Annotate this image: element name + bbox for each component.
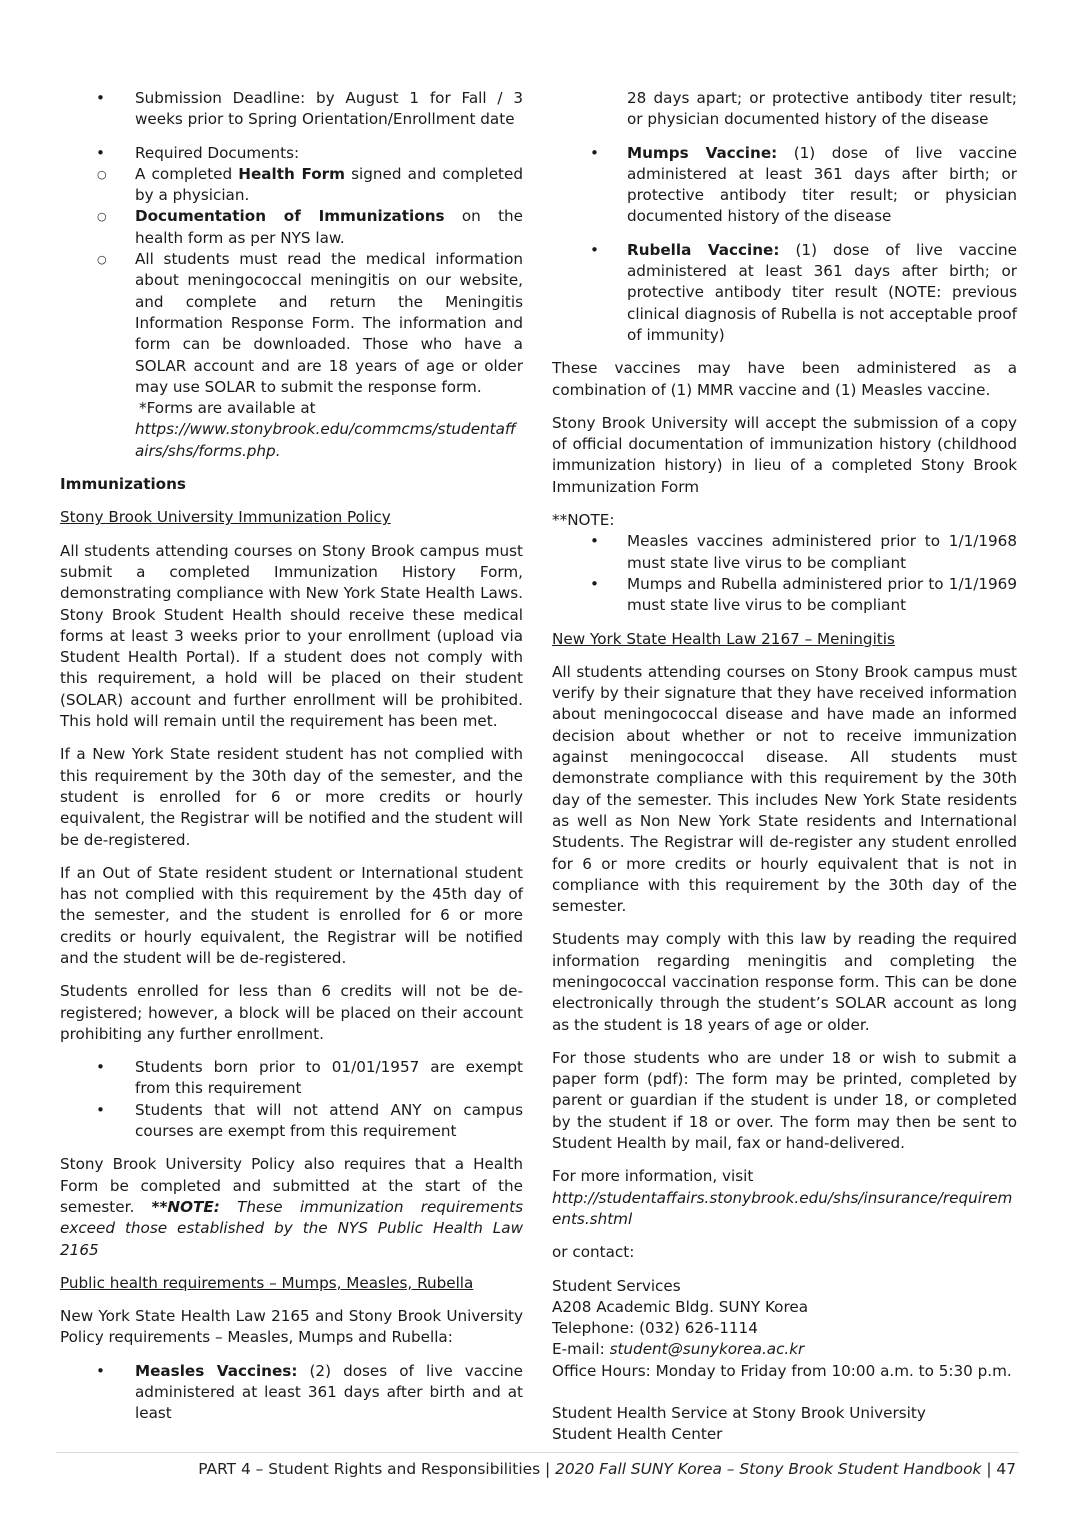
mumps-item bbox=[552, 143, 1017, 228]
measles-continued: 28 days apart; or protective antibody titer result; or physician documented history of the disease bbox=[627, 89, 1017, 129]
health-form-text-a: A completed bbox=[135, 164, 239, 183]
page-footer bbox=[198, 1460, 1016, 1478]
required-documents-label: Required Documents: bbox=[135, 143, 300, 162]
footer-page-number: | 47 bbox=[986, 1460, 1016, 1478]
footer-part: PART 4 – Student Rights and Responsibilities | bbox=[198, 1460, 551, 1478]
immunization-doc-label: Documentation of Immunizations bbox=[135, 207, 445, 226]
deadline-item: • Submission Deadline: by August 1 for Fall / 3 weeks prior to Spring Orientation/Enrollment date bbox=[60, 88, 523, 131]
footer-book-title: 2020 Fall SUNY Korea – Stony Brook Student Handbook bbox=[555, 1460, 982, 1478]
health-form-label: Health Form bbox=[238, 164, 345, 183]
policy-paragraph-5 bbox=[60, 1154, 523, 1260]
note-text: These immunization requirements exceed those established by the NYS Public Health Law 2165 bbox=[60, 1197, 523, 1259]
exempt-item-2: • Students that will not attend ANY on campus courses are exempt from this requirement bbox=[60, 1100, 523, 1143]
contact-address: A208 Academic Bldg. SUNY Korea bbox=[552, 1297, 809, 1316]
note-item-1: • Measles vaccines administered prior to 1/1/1968 must state live virus to be compliant bbox=[552, 531, 1017, 574]
policy-paragraph-5-text: Stony Brook University Policy also requires that a Health Form be completed and submitted at the start of the semester. bbox=[60, 1155, 523, 1216]
forms-url[interactable]: https://www.stonybrook.edu/commcms/studentaffairs/shs/forms.php. bbox=[135, 420, 516, 460]
more-info-label: For more information, visit bbox=[552, 1167, 754, 1186]
meningitis-info-item: ○ All students must read the medical information about meningococcal meningitis on our website, and complete and return the Meningitis Information Response Form. The information and form can be downloaded. Those who have a SOLAR account and are 18 years of age or older may use SOLAR to submit the response form. bbox=[0, 249, 523, 398]
policy-paragraph-1: All students attending courses on Stony Brook campus must submit a completed Immunization History Form, demonstrating compliance with New York State Health Laws. Stony Brook Student Health should receive these medical forms at least 3 weeks prior to your enrollment (upload via Student Health Portal). If a student does not comply with this requirement, a hold will be placed on their student (SOLAR) account and further enrollment will be prohibited. This hold will remain until the requirement has been met. bbox=[60, 541, 523, 731]
public-health-paragraph: New York State Health Law 2165 and Stony Brook University Policy requirements – Measles, Mumps and Rubella: bbox=[60, 1307, 523, 1347]
immunization-doc-item bbox=[0, 206, 523, 249]
policy-heading: Stony Brook University Immunization Policy bbox=[60, 508, 391, 527]
forms-note: *Forms are available at bbox=[139, 399, 316, 418]
meningitis-paragraph-3: For those students who are under 18 or wish to submit a paper form (pdf): The form may be printed, completed by parent or guardian if the student is under 18, or completed by the student if 18 or over. The form may then be sent to Student Health by mail, fax or hand-delivered. bbox=[552, 1048, 1017, 1153]
measles-label: Measles Vaccines: bbox=[135, 1361, 298, 1380]
required-documents-item bbox=[60, 143, 523, 164]
meningitis-heading: New York State Health Law 2167 – Meningitis bbox=[552, 629, 895, 648]
accept-paragraph: Stony Brook University will accept the submission of a copy of official documentation of immunization history (childhood immunization history) in lieu of a completed Stony Brook Immunization Form bbox=[552, 413, 1017, 496]
contact-health-center: Student Health Center bbox=[552, 1425, 723, 1444]
contact-telephone: Telephone: (032) 626-1114 bbox=[552, 1319, 758, 1338]
rubella-item bbox=[552, 240, 1017, 346]
note-item-2: • Mumps and Rubella administered prior to 1/1/1969 must state live virus to be compliant bbox=[552, 574, 1017, 617]
right-column bbox=[552, 88, 1017, 1446]
immunization-doc-text: on the health form as per NYS law. bbox=[135, 207, 524, 247]
rubella-label: Rubella Vaccine: bbox=[627, 240, 780, 259]
exempt-item-1: • Students born prior to 01/01/1957 are exempt from this requirement bbox=[60, 1057, 523, 1100]
or-contact: or contact: bbox=[552, 1243, 635, 1262]
email-label: E-mail: bbox=[552, 1340, 610, 1359]
mumps-label: Mumps Vaccine: bbox=[627, 143, 778, 162]
measles-text: (2) doses of live vaccine administered at least 361 days after birth and at least bbox=[135, 1361, 523, 1423]
policy-paragraph-2: If a New York State resident student has not complied with this requirement by the 30th day of the semester, and the student is enrolled for 6 or more credits or hourly equivalent, the Registrar will be notified and the student will be de-registered. bbox=[60, 745, 523, 849]
policy-paragraph-4: Students enrolled for less than 6 credits will not be de-registered; however, a block will be placed on their account prohibiting any further enrollment. bbox=[60, 982, 523, 1043]
note-label: **NOTE: bbox=[552, 511, 615, 530]
immunizations-heading: Immunizations bbox=[60, 475, 186, 494]
note-label: **NOTE: bbox=[151, 1197, 220, 1216]
contact-health-service: Student Health Service at Stony Brook University bbox=[552, 1404, 926, 1423]
policy-paragraph-3: If an Out of State resident student or International student has not complied with this requirement by the 45th day of the semester, and the student is enrolled for 6 or more credits or hourly equivalent, the Registrar will be notified and the student will be de-registered. bbox=[60, 863, 523, 967]
email-link[interactable]: student@sunykorea.ac.kr bbox=[609, 1340, 805, 1359]
combination-paragraph: These vaccines may have been administered as a combination of (1) MMR vaccine and (1) Measles vaccine. bbox=[552, 359, 1017, 399]
contact-department: Student Services bbox=[552, 1276, 681, 1295]
contact-email bbox=[552, 1339, 1017, 1360]
more-info-url[interactable]: http://studentaffairs.stonybrook.edu/shs/insurance/requirements.shtml bbox=[552, 1188, 1013, 1228]
meningitis-paragraph-1: All students attending courses on Stony Brook campus must verify by their signature that they have received information about meningococcal disease and have made an informed decision about whether or not to receive immunization against meningococcal disease. All students must demonstrate compliance with this requirement by the 30th day of the semester. This includes New York State residents as well as Non New York State residents and International Students. The Registrar will de-register any student enrolled for 6 or more credits or hourly equivalent that is not in compliance with this requirement by the 30th day of the semester. bbox=[552, 662, 1017, 916]
public-health-heading: Public health requirements – Mumps, Measles, Rubella bbox=[60, 1273, 474, 1292]
health-form-item bbox=[0, 164, 523, 207]
meningitis-paragraph-2: Students may comply with this law by reading the required information regarding meningitis and completing the meningococcal vaccination response form. This can be done electronically through the student’s SOLAR account as long as the student is 18 years of age or older. bbox=[552, 930, 1017, 1034]
mumps-text: (1) dose of live vaccine administered at least 361 days after birth; or protective antibody titer result; or physician documented history of the disease bbox=[627, 143, 1017, 226]
contact-office-hours: Office Hours: Monday to Friday from 10:00 a.m. to 5:30 p.m. bbox=[552, 1361, 1012, 1380]
measles-item bbox=[60, 1361, 523, 1425]
health-form-text-b: signed and completed by a physician. bbox=[135, 164, 523, 205]
footer-divider bbox=[56, 1452, 1019, 1453]
rubella-text: (1) dose of live vaccine administered at least 361 days after birth; or protective antibody titer result (NOTE: previous clinical diagnosis of Rubella is not acceptable proof of immunity) bbox=[627, 240, 1018, 344]
left-column bbox=[60, 88, 523, 1425]
